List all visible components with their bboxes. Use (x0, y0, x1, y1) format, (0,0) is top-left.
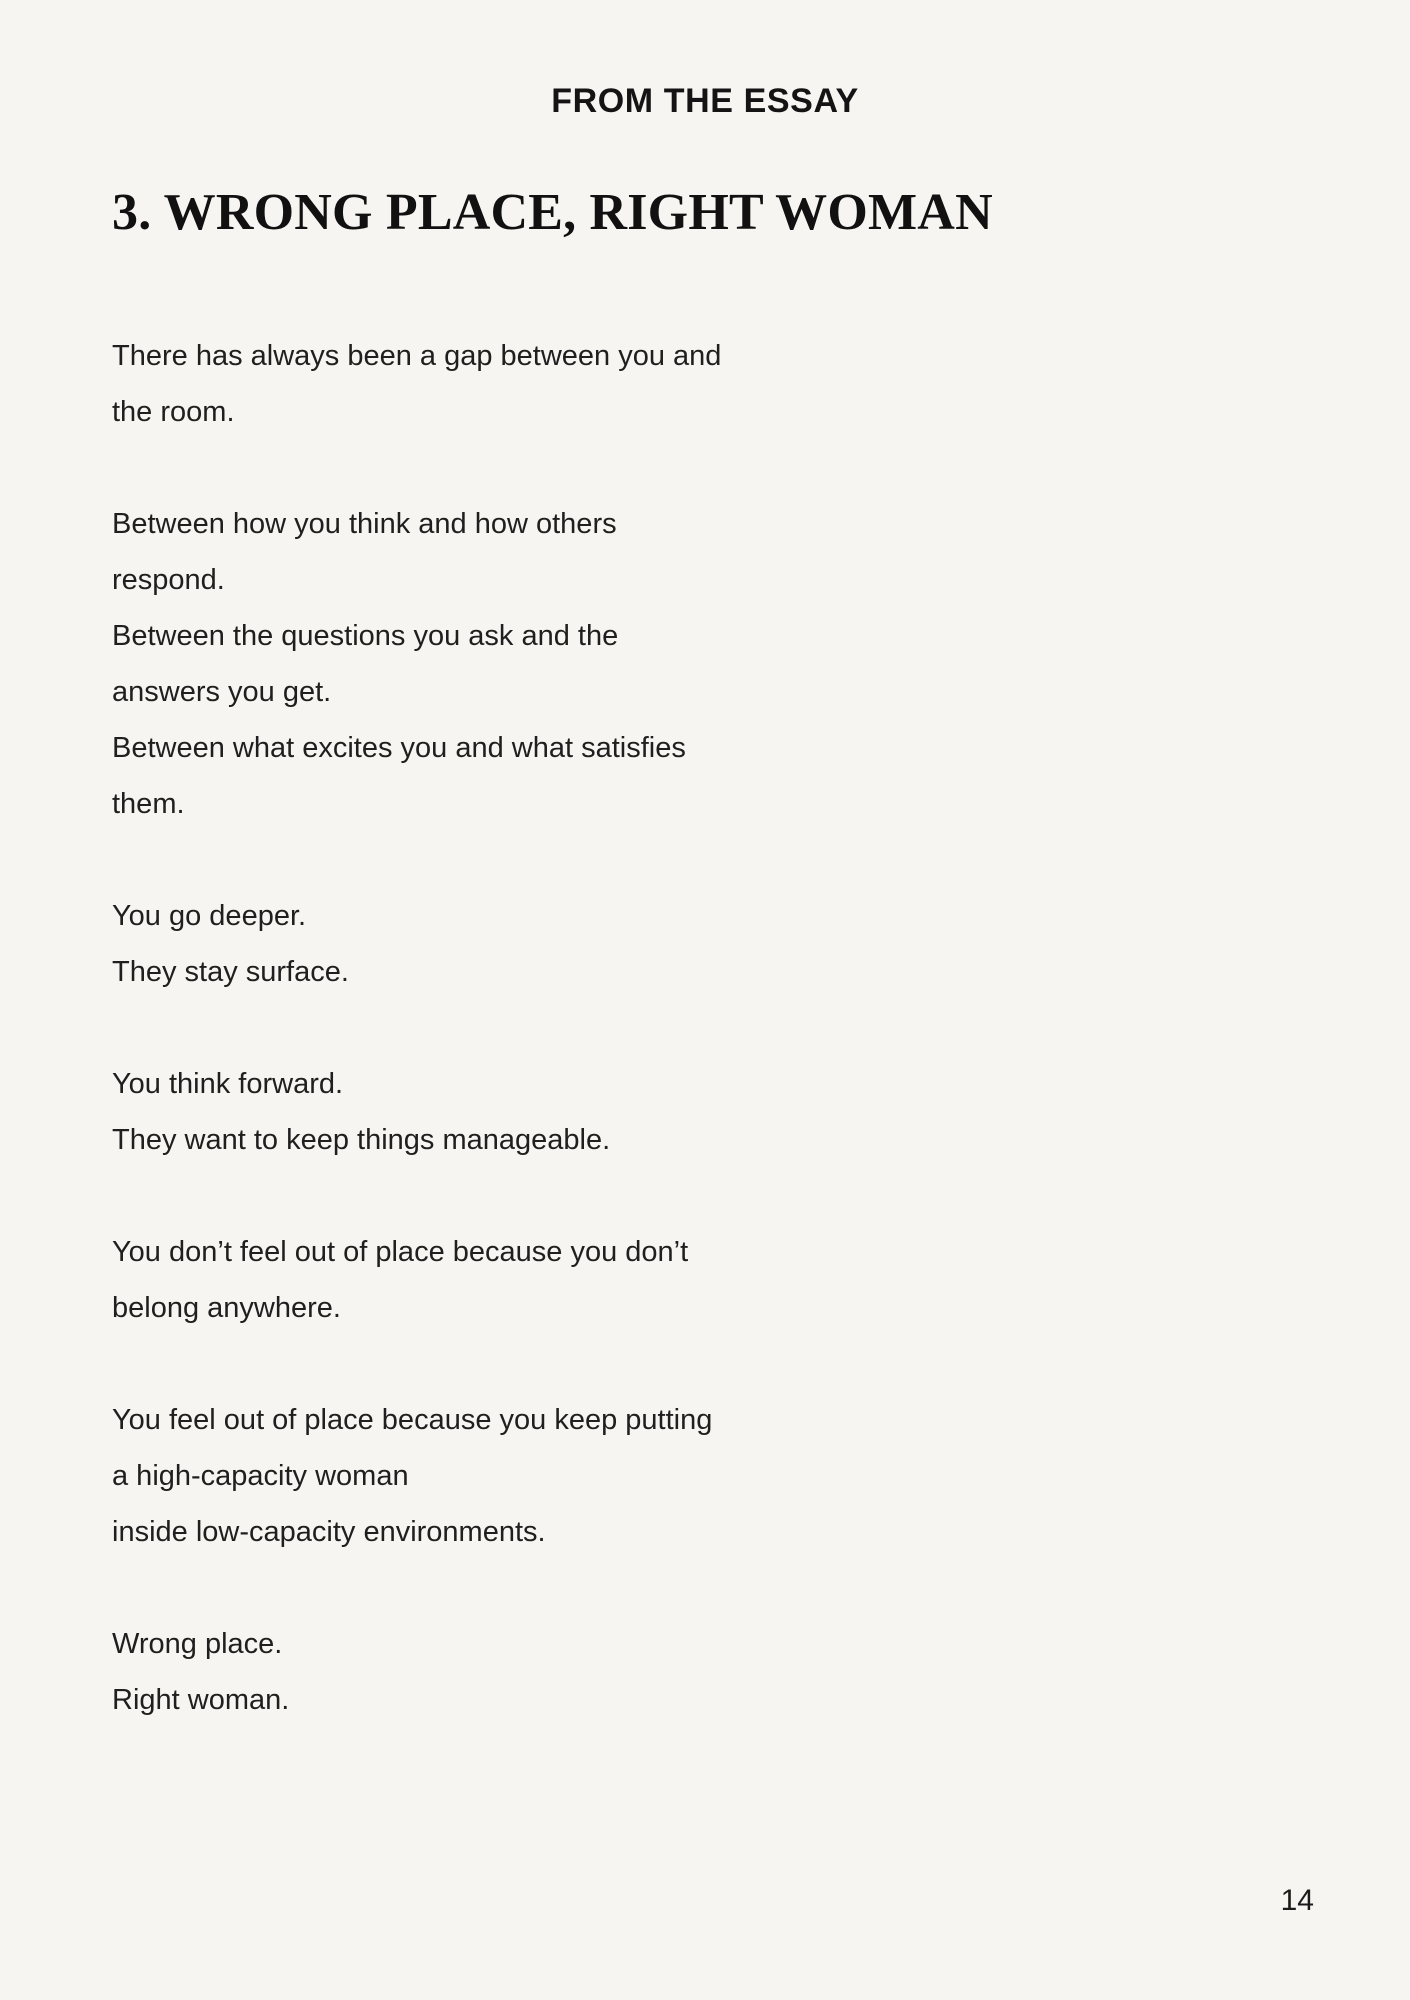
text-line: You go deeper. (112, 900, 307, 932)
text-line: You don’t feel out of place because you don’t (112, 1236, 689, 1268)
paragraph (112, 496, 952, 832)
paragraph (112, 1224, 952, 1336)
text-line: There has always been a gap between you and (112, 340, 722, 372)
text-line: Between what excites you and what satisfies (112, 732, 686, 764)
text-line: They stay surface. (112, 956, 349, 988)
page-title: 3. WRONG PLACE, RIGHT WOMAN (112, 184, 993, 241)
text-line: belong anywhere. (112, 1292, 341, 1324)
text-line: a high-capacity woman (112, 1460, 409, 1492)
text-line: them. (112, 788, 185, 820)
text-line: respond. (112, 564, 225, 596)
text-line: answers you get. (112, 676, 332, 708)
text-line: Between the questions you ask and the (112, 620, 619, 652)
text-line: the room. (112, 396, 235, 428)
text-line: They want to keep things manageable. (112, 1124, 611, 1156)
text-line: You feel out of place because you keep putting (112, 1404, 713, 1436)
text-line: Between how you think and how others (112, 508, 617, 540)
paragraph (112, 1392, 952, 1560)
text-line: Wrong place. (112, 1628, 283, 1660)
page-kicker: FROM THE ESSAY (551, 82, 859, 120)
paragraph (112, 1616, 952, 1728)
page-number: 14 (1280, 1884, 1314, 1917)
essay-body (0, 242, 1410, 1728)
paragraph (112, 1056, 952, 1168)
text-line: You think forward. (112, 1068, 344, 1100)
text-line: inside low-capacity environments. (112, 1516, 546, 1548)
paragraph (112, 888, 952, 1000)
text-line: Right woman. (112, 1684, 290, 1716)
paragraph (112, 328, 952, 440)
